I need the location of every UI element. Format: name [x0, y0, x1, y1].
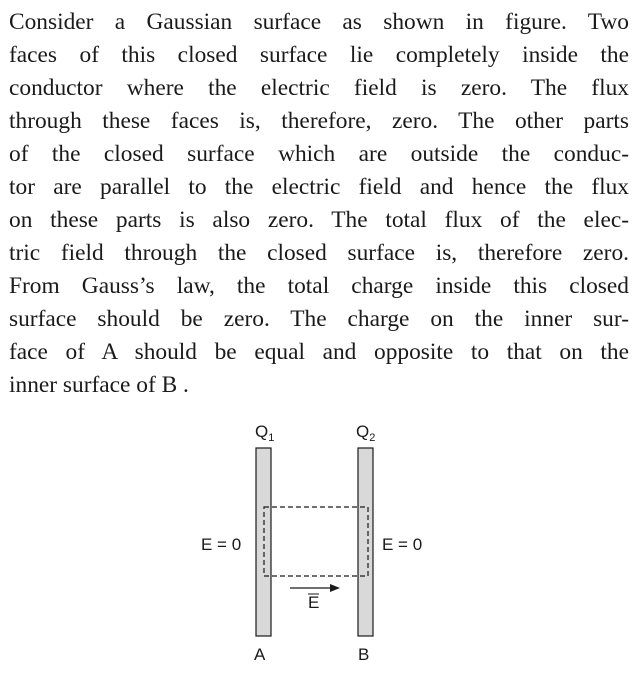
plate-label-b: B [358, 645, 370, 664]
field-arrow-head-icon [330, 584, 340, 592]
field-label-left: E = 0 [201, 535, 242, 554]
text-line-4: through these faces is, therefore, zero. The other parts [9, 108, 629, 134]
text-line-8: tric field through the closed surface is, therefore zero. [9, 240, 629, 266]
text-line-12: inner surface of B . [9, 372, 189, 398]
text-line-2: faces of this closed surface lie completely inside the [9, 42, 629, 68]
text-line-5: of the closed surface which are outside the conduc- [9, 141, 629, 167]
text-line-10: surface should be zero. The charge on the inner sur- [9, 306, 629, 332]
plate-label-a: A [254, 645, 266, 664]
conductor-plate-a [256, 448, 271, 636]
field-label-right: E = 0 [382, 535, 423, 554]
text-line-6: tor are parallel to the electric field and hence the flux [9, 174, 629, 200]
field-label-between: E [308, 593, 320, 612]
text-line-3: conductor where the electric field is zero. The flux [9, 75, 629, 101]
charge-label-q2: $Q_2$ [356, 422, 376, 444]
conductor-plate-b [358, 448, 373, 636]
text-line-11: face of A should be equal and opposite to that on the [9, 339, 629, 365]
text-line-7: on these parts is also zero. The total flux of the elec- [9, 207, 629, 233]
charge-label-q1: $Q_1$ [255, 422, 275, 444]
text-line-1: Consider a Gaussian surface as shown in figure. Two [9, 9, 629, 35]
gaussian-surface [264, 507, 368, 576]
text-line-9: From Gauss’s law, the total charge inside this closed [9, 273, 629, 299]
